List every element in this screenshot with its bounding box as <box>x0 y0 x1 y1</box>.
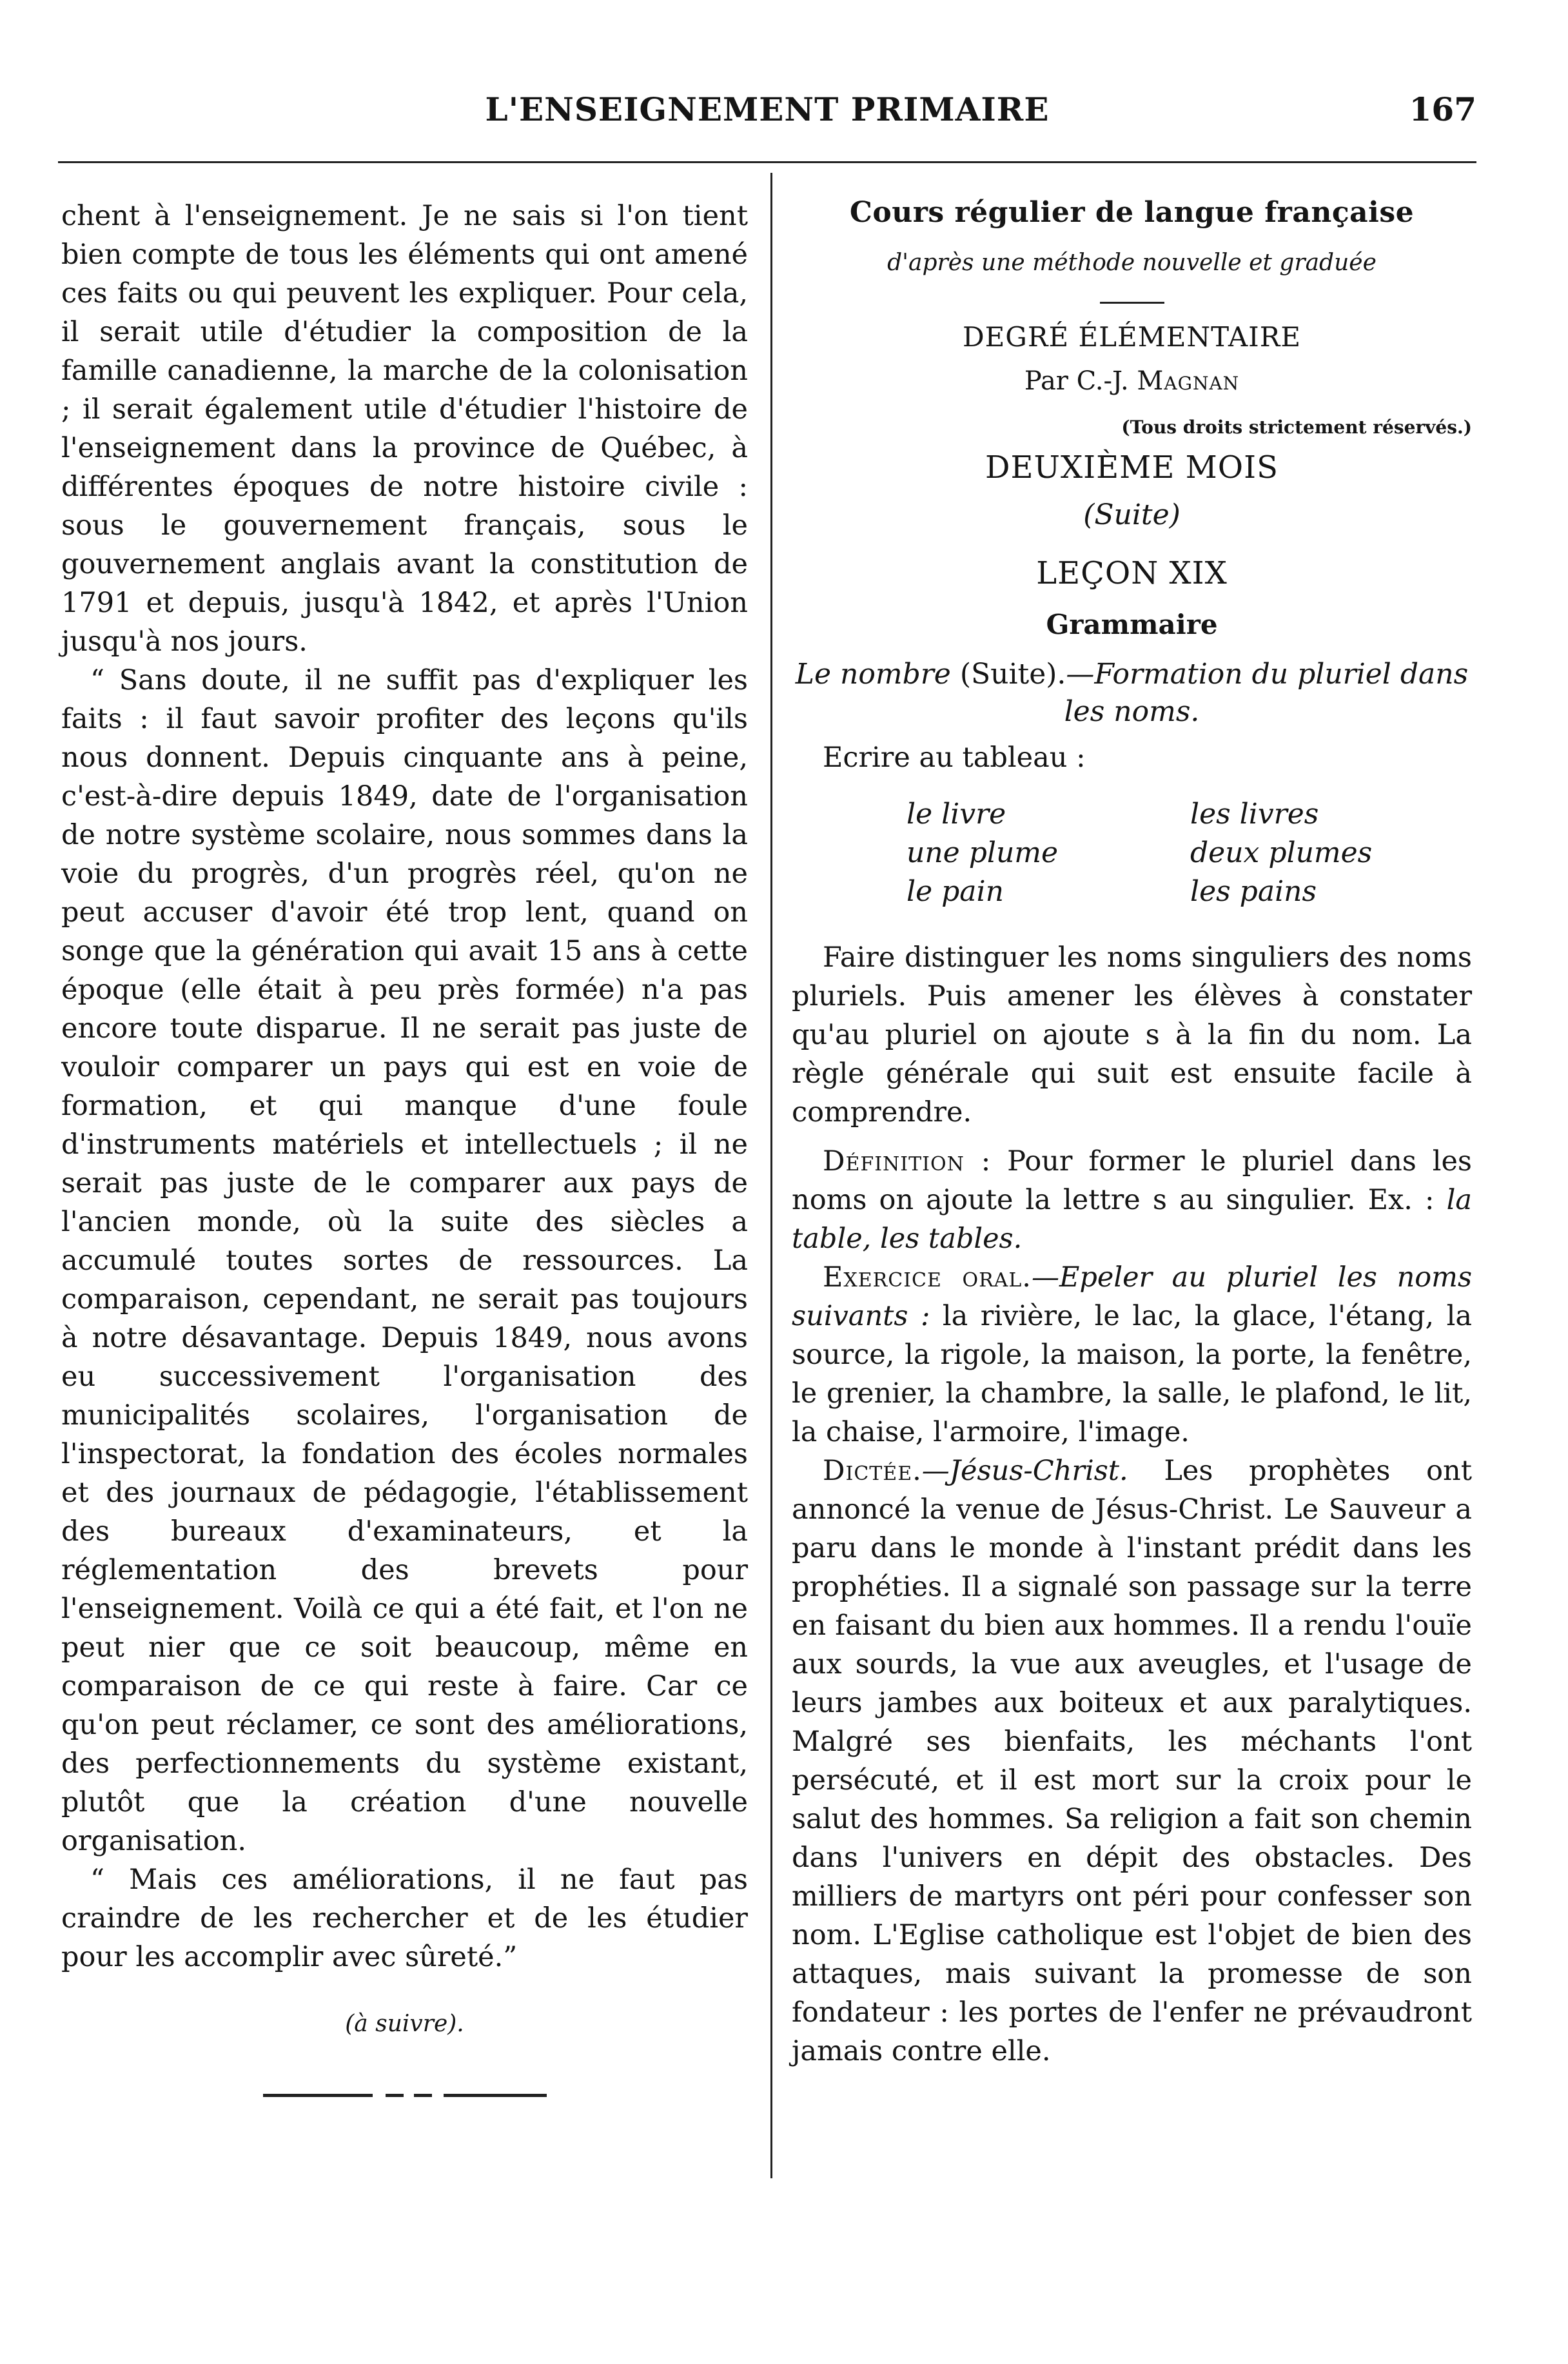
month-heading: DEUXIÈME MOIS <box>985 449 1279 486</box>
page-number: 167 <box>1409 90 1476 128</box>
dictation-label: Dictée. <box>823 1455 922 1487</box>
header-rule <box>58 161 1476 163</box>
example-singular: le livre <box>906 798 1006 831</box>
end-ornament <box>263 2089 547 2102</box>
example-plural: les livres <box>1190 798 1319 831</box>
exercise-text: la rivière, le lac, la glace, l'étang, la source, la rigole, la maison, la porte, la fenêtre, le grenier, la chambre, la salle, le plafond, le lit, la chaise, l'armoire, l'image. <box>792 1300 1473 1448</box>
degree-heading: DEGRÉ ÉLÉMENTAIRE <box>962 321 1302 353</box>
exercise-label: Exercice oral. <box>823 1261 1032 1294</box>
dictation-title: —Jésus-Christ. <box>921 1455 1128 1487</box>
topic-part-3: —Formation du pluriel dans les noms. <box>1064 658 1469 728</box>
page-header <box>58 90 1476 148</box>
rights-notice: (Tous droits strictement réservés.) <box>1121 417 1472 438</box>
section-rule <box>1100 302 1164 304</box>
definition-text: Pour former le pluriel dans les noms on ajoute la lettre s au singulier. Ex. : <box>792 1145 1472 1216</box>
to-be-continued: (à suivre). <box>345 2011 464 2037</box>
definition-paragraph <box>792 1142 1472 1258</box>
exercise-instruction: —Epeler au pluriel les noms suivants : <box>792 1261 1473 1332</box>
column-divider <box>770 173 772 2178</box>
course-title: Cours régulier de langue française <box>849 196 1415 229</box>
example-plural: les pains <box>1190 875 1317 908</box>
exercise-paragraph <box>792 1258 1472 1452</box>
example-singular: une plume <box>906 836 1059 869</box>
topic-part-2: (Suite). <box>950 658 1066 691</box>
author-prefix: Par C.-J. <box>1024 366 1129 396</box>
definition-example: la table, les tables. <box>792 1184 1472 1255</box>
left-paragraph-2: “ Sans doute, il ne suffit pas d'expliquer les faits : il faut savoir profiter des leçons qu'ils nous donnent. Depuis cinquante ans à peine, c'est-à-dire depuis 1849, date de l'organisation de notre système scolaire, nous sommes dans la voie du progrès, d'un progrès réel, qu'on ne peut accuser d'avoir été trop lent, quand on songe que la génération qui avait 15 ans à cette époque (elle était à peu près formée) n'a pas encore toute disparue. Il ne serait pas juste de vouloir comparer un pays qui est en voie de formation, et qui manque d'une foule d'instruments matériels et intellectuels ; il ne serait pas juste de le comparer aux pays de l'ancien monde, où la suite des siècles a accumulé toutes sortes de ressources. La comparaison, cependant, ne serait pas toujours à notre désavantage. Depuis 1849, nous avons eu successivement l'organisation des municipalités scolaires, l'organisation de l'inspectorat, la fondation des écoles normales et des journaux de pédagogie, l'établissement des bureaux d'examinateurs, et la réglementation des brevets pour l'enseignement. Voilà ce qui a été fait, et l'on ne peut nier que ce soit beaucoup, même en comparaison de ce qui reste à faire. Car ce qu'on peut réclamer, ce sont des améliorations, des perfectionnements du système existant, plutôt que la création d'une nouvelle organisation. <box>61 664 748 1857</box>
example-plural: deux plumes <box>1190 836 1373 869</box>
dictation-paragraph <box>792 1452 1472 2071</box>
author-name: Magnan <box>1137 366 1240 396</box>
lesson-topic <box>792 656 1472 731</box>
topic-part-1: Le nombre <box>795 658 951 691</box>
subject-heading: Grammaire <box>1046 609 1218 640</box>
definition-label: Définition : <box>823 1145 992 1177</box>
dictation-text: Les prophètes ont annoncé la venue de Jésus-Christ. Le Sauveur a paru dans le monde à l'instant prédit dans les prophéties. Il a signalé son passage sur la terre en faisant du bien aux hommes. Il a rendu l'ouïe aux sourds, la vue aux aveugles, et l'usage de leurs jambes aux boiteux et aux paralytiques. Malgré ses bienfaits, les méchants l'ont persécuté, et il est mort sur la croix pour le salut des hommes. Sa religion a fait son chemin dans l'univers en dépit des obstacles. Des milliers de martyrs ont péri pour confesser son nom. L'Eglise catholique est l'objet de bien des attaques, mais suivant la promesse de son fondateur : les portes de l'enfer ne prévaudront jamais contre elle. <box>792 1455 1472 2067</box>
lesson-heading: LEÇON XIX <box>1036 555 1228 591</box>
board-instruction: Ecrire au tableau : <box>823 742 1086 774</box>
suite-label: (Suite) <box>1083 498 1181 531</box>
example-singular: le pain <box>906 875 1004 908</box>
distinguish-paragraph: Faire distinguer les noms singuliers des noms pluriels. Puis amener les élèves à constater qu'au pluriel on ajoute s à la fin du nom. La règle générale qui suit est ensuite facile à comprendre. <box>792 941 1472 1128</box>
course-subtitle: d'après une méthode nouvelle et graduée <box>887 250 1377 276</box>
right-column <box>792 193 1472 2071</box>
running-title: L'ENSEIGNEMENT PRIMAIRE <box>485 90 1050 128</box>
author-line <box>792 362 1472 400</box>
left-paragraph-1: chent à l'enseignement. Je ne sais si l'on tient bien compte de tous les éléments qui ont amené ces faits ou qui peuvent les expliquer. Pour cela, il serait utile d'étudier la composition de la famille canadienne, la marche de la colonisation ; il serait également utile d'étudier l'histoire de l'enseignement dans la province de Québec, à différentes époques de notre histoire civile : sous le gouvernement français, sous le gouvernement anglais avant la constitution de 1791 et depuis, jusqu'à 1842, et après l'Union jusqu'à nos jours. <box>61 200 748 658</box>
left-column <box>61 197 748 2102</box>
left-paragraph-3: “ Mais ces améliorations, il ne faut pas craindre de les rechercher et de les étudier pour les accomplir avec sûreté.” <box>61 1864 748 1973</box>
examples-table <box>792 795 1472 911</box>
